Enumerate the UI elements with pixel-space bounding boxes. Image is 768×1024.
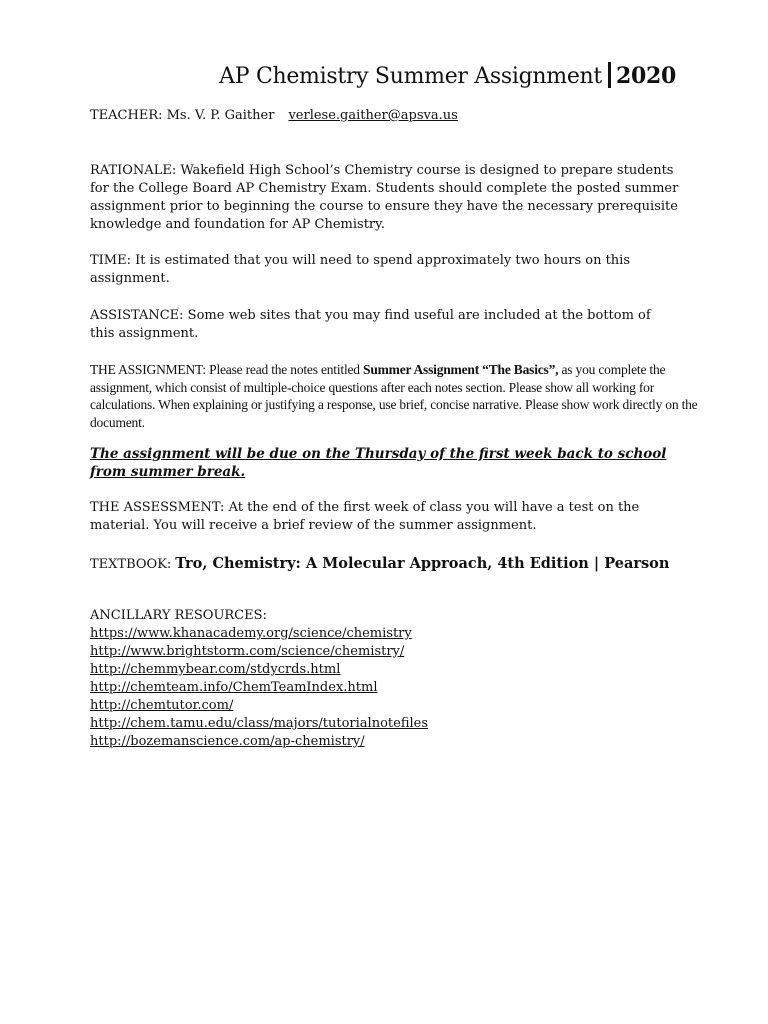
assignment-lead: Please read the notes entitled xyxy=(205,362,364,377)
teacher-email-link[interactable]: verlese.gaither@apsva.us xyxy=(288,108,458,123)
title-year: 2020 xyxy=(615,63,676,89)
rationale-paragraph: RATIONALE: Wakefield High School’s Chemistry course is designed to prepare students for the College Board AP Chemistry Exam. Students should complete the posted summer assignment prior to beginning the course to ensure they have the necessary prerequisite knowledge and foundation for AP Chemistry. xyxy=(90,163,679,232)
title-text: AP Chemistry Summer Assignment xyxy=(219,64,602,89)
due-notice: The assignment will be due on the Thursday of the first week back to school from summer break. xyxy=(90,446,667,480)
teacher-label: TEACHER: Ms. V. P. Gaither xyxy=(90,108,275,123)
assignment-rest: as you complete the assignment, which consist of multiple-choice questions after each notes section. Please show all working for calculations. When explaining or justifying a response, use brief, concise narrative. Please show work directly on the document. xyxy=(90,362,698,430)
resource-link[interactable]: http://chemteam.info/ChemTeamIndex.html xyxy=(90,680,378,695)
assessment-paragraph: THE ASSESSMENT: At the end of the first week of class you will have a test on the material. You will receive a brief review of the summer assignment. xyxy=(90,500,640,533)
assignment-paragraph xyxy=(90,361,705,431)
textbook-label: TEXTBOOK: xyxy=(90,557,172,572)
resources-link-list xyxy=(90,625,710,751)
resource-link[interactable]: http://chemtutor.com/ xyxy=(90,698,234,713)
textbook-line xyxy=(90,555,710,574)
page-title xyxy=(219,62,676,89)
resource-link[interactable]: https://www.khanacademy.org/science/chemistry xyxy=(90,626,412,641)
resources-heading: ANCILLARY RESOURCES: xyxy=(90,608,267,623)
title-separator xyxy=(608,62,611,88)
time-paragraph: TIME: It is estimated that you will need to spend approximately two hours on this assignment. xyxy=(90,253,631,286)
resource-link[interactable]: http://chem.tamu.edu/class/majors/tutorialnotefiles xyxy=(90,716,429,731)
resource-link[interactable]: http://www.brightstorm.com/science/chemistry/ xyxy=(90,644,405,659)
teacher-line xyxy=(90,107,710,125)
resource-link[interactable]: http://bozemanscience.com/ap-chemistry/ xyxy=(90,734,365,749)
assignment-notes-title: Summer Assignment “The Basics”, xyxy=(363,362,559,377)
assistance-paragraph: ASSISTANCE: Some web sites that you may find useful are included at the bottom of this assignment. xyxy=(90,308,651,341)
resource-link[interactable]: http://chemmybear.com/stdycrds.html xyxy=(90,662,341,677)
resources-section xyxy=(90,607,710,751)
textbook-title: Tro, Chemistry: A Molecular Approach, 4th Edition | Pearson xyxy=(175,555,670,572)
assignment-label: THE ASSIGNMENT: xyxy=(90,362,206,377)
